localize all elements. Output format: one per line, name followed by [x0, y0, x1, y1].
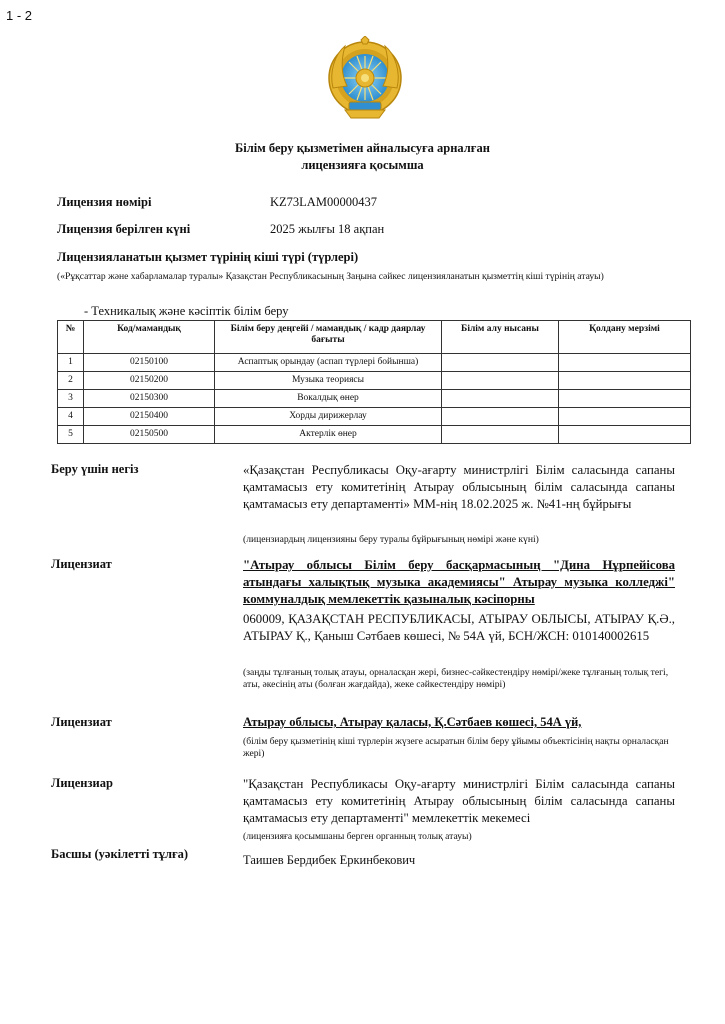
license-number-value: KZ73LAM00000437: [270, 195, 377, 209]
row-validity: [559, 354, 691, 372]
basis-note: (лицензиардың лицензияны беру туралы бұйрығының нөмірі және күні): [243, 534, 539, 545]
row-validity: [559, 408, 691, 426]
row-code: 02150100: [84, 354, 215, 372]
licensee-note: (заңды тұлғаның толық атауы, орналасқан жері, бизнес-сәйкестендіру нөмірі/жеке тұлғаның толық тегі, аты, әкесінің аты (болған жағдайда), жеке сәйкестендіру нөмірі): [243, 667, 669, 690]
table-row: [58, 354, 691, 372]
head-name: Таишев Бердибек Еркинбекович: [243, 853, 416, 867]
row-specialty: Хорды дирижерлау: [215, 408, 442, 426]
table-row: [58, 426, 691, 444]
row-validity: [559, 426, 691, 444]
basis-label: Беру үшін негіз: [51, 462, 139, 476]
row-code: 02150500: [84, 426, 215, 444]
row-number: 2: [58, 372, 84, 390]
row-study-form: [442, 426, 559, 444]
row-number: 1: [58, 354, 84, 372]
row-number: 5: [58, 426, 84, 444]
licensee-location-note: (білім беру қызметінің кіші түрлерін жүзеге асыратын білім беру ұйымы объектісінің нақты орналасқан жері): [243, 736, 669, 759]
licensor-text: "Қазақстан Республикасы Оқу-ағарту министрлігі Білім саласында сапаны қамтамасыз ету комитетінің Атырау облысының білім саласында сапаны қамтамасыз ету департаменті" мемлекеттік мекемесі: [243, 777, 675, 825]
table-row: [58, 390, 691, 408]
row-code: 02150400: [84, 408, 215, 426]
document-title-line1: Білім беру қызметімен айналысуға арналған: [235, 141, 490, 155]
license-number-label: Лицензия нөмірі: [57, 195, 152, 209]
page-number: 1 - 2: [6, 8, 33, 23]
row-study-form: [442, 372, 559, 390]
licensee-name: "Атырау облысы Білім беру басқармасының "Дина Нұрпейісова атындағы халықтық музыка академиясы" Атырау музыка колледжі" коммуналдық мемлекеттік қазыналық кәсіпорны: [243, 558, 675, 606]
license-date-value: 2025 жылғы 18 ақпан: [270, 222, 385, 236]
specialties-table: [57, 320, 691, 444]
row-study-form: [442, 390, 559, 408]
row-validity: [559, 390, 691, 408]
subtype-item: - Техникалық және кәсіптік білім беру: [84, 304, 289, 318]
state-emblem-icon: [327, 36, 403, 120]
row-study-form: [442, 408, 559, 426]
row-validity: [559, 372, 691, 390]
header-validity: Қолдану мерзімі: [559, 321, 691, 354]
basis-text: «Қазақстан Республикасы Оқу-ағарту министрлігі Білім саласында сапаны қамтамасыз ету комитетінің Атырау облысының білім саласында сапаны қамтамасыз ету департаменті» ММ-нің 18.02.2025 ж. №41-нң бұйрығы: [243, 463, 675, 511]
header-study-form: Білім алу нысаны: [442, 321, 559, 354]
header-number: №: [58, 321, 84, 354]
licensee-label: Лицензиат: [51, 557, 112, 571]
row-code: 02150300: [84, 390, 215, 408]
licensor-note: (лицензияға қосымшаны берген органның толық атауы): [243, 831, 472, 842]
row-specialty: Музыка теориясы: [215, 372, 442, 390]
row-code: 02150200: [84, 372, 215, 390]
table-row: [58, 372, 691, 390]
license-date-label: Лицензия берілген күні: [57, 222, 191, 236]
row-number: 3: [58, 390, 84, 408]
row-specialty: Актерлік өнер: [215, 426, 442, 444]
licensee-address: 060009, ҚАЗАҚСТАН РЕСПУБЛИКАСЫ, АТЫРАУ ОБЛЫСЫ, АТЫРАУ Қ.Ә., АТЫРАУ Қ., Қаныш Сәтбаев көшесі, № 54А үй, БСН/ЖСН: 010140002615: [243, 612, 675, 643]
licensee-location-address: Атырау облысы, Атырау қаласы, Қ.Сәтбаев көшесі, 54А үй,: [243, 715, 582, 729]
subtype-note: («Рұқсаттар және хабарламалар туралы» Қазақстан Республикасының Заңына сәйкес лицензияланатын қызметтің кіші түрінің атауы): [57, 271, 604, 282]
licensee-location-label: Лицензиат: [51, 715, 112, 729]
header-specialty: Білім беру деңгейі / мамандық / кадр даярлау бағыты: [215, 321, 442, 354]
table-row: [58, 408, 691, 426]
licensor-label: Лицензиар: [51, 776, 113, 790]
table-header-row: [58, 321, 691, 354]
subtype-heading: Лицензияланатын қызмет түрінің кіші түрі (түрлері): [57, 250, 359, 264]
row-specialty: Вокалдық өнер: [215, 390, 442, 408]
row-study-form: [442, 354, 559, 372]
document-title-line2: лицензияға қосымша: [301, 158, 424, 172]
row-number: 4: [58, 408, 84, 426]
head-label: Басшы (уәкілетті тұлға): [51, 847, 189, 861]
row-specialty: Аспаптық орындау (аспап түрлері бойынша): [215, 354, 442, 372]
header-code: Код/мамандық: [84, 321, 215, 354]
